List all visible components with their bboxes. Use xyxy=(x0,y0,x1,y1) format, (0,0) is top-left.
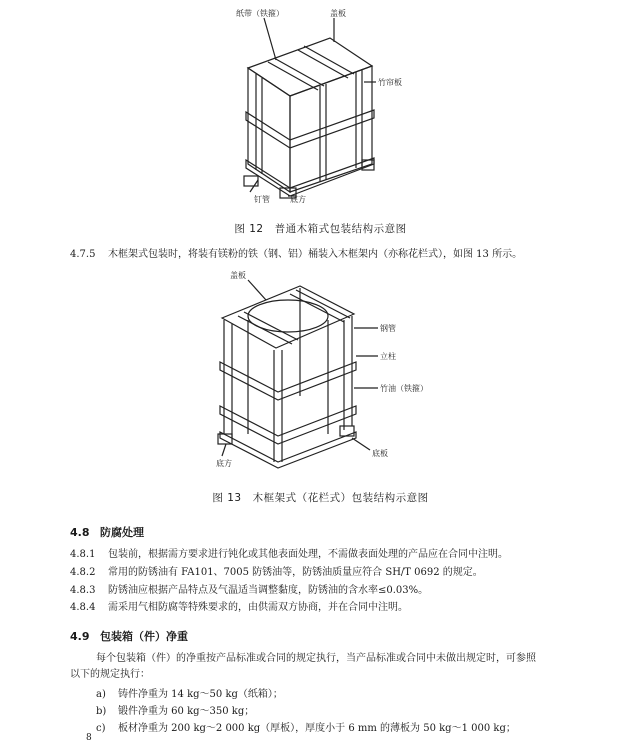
list-label: c) xyxy=(96,723,106,734)
paragraph-text: 常用的防锈油有 FA101、7005 防锈油等，防锈油质量应符合 SH/T 0692 的规定。 xyxy=(108,567,483,578)
fig13-label-lid: 盖板 xyxy=(230,271,246,280)
list-item-b xyxy=(96,702,254,717)
figure-12-caption: 图 12 普通木箱式包装结构示意图 xyxy=(234,223,407,235)
fig13-label-foot: 底方 xyxy=(216,459,232,468)
list-text: 铸件净重为 14 kg～50 kg（纸箱）； xyxy=(118,689,283,700)
list-text: 锻件净重为 60 kg～350 kg； xyxy=(118,706,255,717)
paragraph-4-8-1 xyxy=(70,548,621,562)
figure-12 xyxy=(0,0,641,210)
list-label: a) xyxy=(96,689,106,700)
section-number: 4.8.4 xyxy=(70,602,96,613)
paragraph-text: 包装前，根据需方要求进行钝化或其他表面处理，不需做表面处理的产品应在合同中注明。 xyxy=(108,549,508,560)
fig13-label-strap: 竹油（铁箍） xyxy=(380,384,428,393)
paragraph-text: 需采用气相防腐等特殊要求的，由供需双方协商，并在合同中注明。 xyxy=(108,602,408,613)
section-number: 4.9 xyxy=(70,630,90,643)
paragraph-4-7-5 xyxy=(70,248,621,262)
section-number: 4.8.3 xyxy=(70,585,96,596)
fig13-label-bottom: 底板 xyxy=(372,449,388,458)
fig12-label-skid: 钉管 xyxy=(254,195,270,204)
list-item-c xyxy=(96,719,516,734)
figure-13 xyxy=(0,266,641,478)
fig12-label-foot: 底方 xyxy=(290,195,306,204)
fig13-label-post: 立柱 xyxy=(380,352,396,361)
section-number: 4.8.1 xyxy=(70,549,96,560)
list-label: b) xyxy=(96,706,107,717)
section-title: 防腐处理 xyxy=(100,526,144,539)
figure-12-drawing xyxy=(0,0,641,210)
paragraph-4-8-3 xyxy=(70,584,621,598)
list-text: 板材净重为 200 kg～2 000 kg（厚板），厚度小于 6 mm 的薄板为 50 kg～1 000 kg； xyxy=(118,723,516,734)
figure-13-caption: 图 13 木框架式（花栏式）包装结构示意图 xyxy=(212,492,429,504)
paragraph-4-9-intro-line2: 以下的规定执行： xyxy=(70,669,150,680)
page-number: 8 xyxy=(86,733,92,743)
paragraph-4-9-intro-line1: 每个包装箱（件）的净重按产品标准或合同的规定执行，当产品标准或合同中未做出规定时，可参照 xyxy=(96,653,536,664)
section-number: 4.8.2 xyxy=(70,567,96,578)
fig12-label-strap: 纸带（铁箍） xyxy=(236,9,284,18)
fig12-label-side-board: 竹帘板 xyxy=(378,78,402,87)
paragraph-text: 木框架式包装时，将装有镁粉的铁（钢、铝）桶装入木框架内（亦称花栏式），如图 13 所示。 xyxy=(108,249,523,260)
fig13-label-steel-pipe: 钢管 xyxy=(380,324,396,333)
paragraph-4-8-4 xyxy=(70,601,621,615)
paragraph-4-8-2 xyxy=(70,566,621,580)
section-heading-4-9 xyxy=(70,628,188,644)
paragraph-text: 防锈油应根据产品特点及气温适当调整黏度，防锈油的含水率≤0.03%。 xyxy=(108,585,429,596)
section-number: 4.7.5 xyxy=(70,249,96,260)
section-heading-4-8 xyxy=(70,524,144,540)
section-number: 4.8 xyxy=(70,526,90,539)
figure-13-drawing xyxy=(0,266,641,478)
section-title: 包装箱（件）净重 xyxy=(100,630,188,643)
fig12-label-lid: 盖板 xyxy=(330,9,346,18)
list-item-a xyxy=(96,685,283,700)
